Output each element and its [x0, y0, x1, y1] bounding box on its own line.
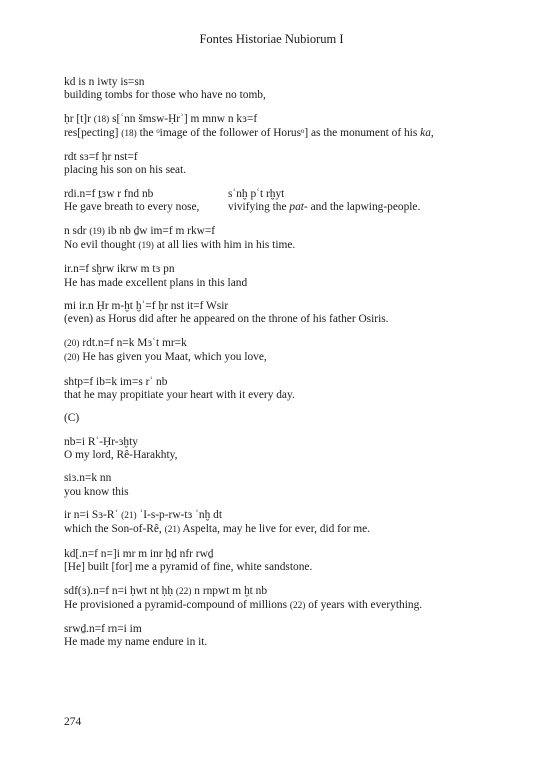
translation-line: placing his son on his seat. [64, 164, 187, 177]
translation-line: which the Son-of-Rê, (21) Aspelta, may he live for ever, did for me. [64, 523, 371, 536]
text-block [64, 436, 504, 462]
line-number: (22) [289, 600, 306, 611]
translation-line: res[pecting] (18) the ᵒimage of the follower of Horusᵒ] as the monument of his ka, [64, 126, 434, 139]
transliteration-line: ir n=i Sɜ-Rʿ (21) ʾI-s-p-rw-tɜ ʿnḫ dt [64, 509, 223, 522]
transliteration-line: siɜ.n=k nn [64, 472, 112, 485]
line-number: (18) [93, 114, 110, 125]
translation-line: He gave breath to every nose, vivifying the pat- and the lapwing-people. [64, 201, 421, 214]
transliteration-line: n sdr (19) ib nb ḏw im=f m rkw=f [64, 224, 216, 237]
transliteration-line: nb=i Rʿ-Ḥr-ɜḫty [64, 435, 138, 448]
transliteration-line: mi ir.n Ḥr m-ḫt ḫʿ=f ḥr nst it=f Wsir [64, 300, 229, 313]
transliteration-line: ḥr [t]r (18) s[ʿnn šmsw-Ḥrʾ] m mnw n kɜ=f [64, 112, 258, 125]
line-number: (18) [121, 128, 137, 139]
line-number: (21) [164, 525, 181, 536]
transliteration-line: rdt sɜ=f ḥr nst=f [64, 151, 138, 164]
text-block [64, 623, 504, 649]
translation-line: No evil thought (19) at all lies with him in his time. [64, 238, 296, 251]
transliteration-line: rdi.n=f ṯɜw r fnd nb sʿnḫ pʿt rḫyt [64, 188, 285, 201]
text-block [64, 548, 504, 574]
translation-line: He made my name endure in it. [64, 636, 208, 649]
section-label: (C) [64, 412, 80, 425]
transliteration-line: kd is n iwty is=sn [64, 76, 145, 88]
text-block [64, 337, 504, 365]
text-block [64, 151, 504, 177]
text-block [64, 300, 504, 326]
text-block [64, 76, 504, 102]
text-block [64, 509, 504, 537]
translation-line: you know this [64, 485, 129, 498]
line-number: (19) [138, 240, 154, 251]
text-block [64, 585, 504, 613]
line-number: (19) [89, 226, 105, 237]
translation-line: [He] built [for] me a pyramid of fine, white sandstone. [64, 560, 313, 573]
transliteration-line: sdf(ɜ).n=f n=i ḥwt nt ḥḥ (22) n rnpwt m ḫt nb [64, 584, 268, 597]
text-block [64, 225, 504, 253]
transliteration-line: ir.n=f sḫrw ikrw m tɜ pn [64, 263, 175, 276]
running-header: Fontes Historiae Nubiorum I [199, 32, 344, 46]
line-number: (21) [121, 511, 137, 522]
transliteration-line: kd[.n=f n=]i mr m inr ḥḏ nfr rwḏ [64, 547, 214, 560]
translation-line: building tombs for those who have no tomb, [64, 89, 266, 102]
line-number: (20) [64, 352, 80, 363]
line-number: (22) [175, 586, 192, 597]
text-block [64, 113, 504, 141]
transliteration-line: shtp=f ib=k im=s rʿ nb [64, 375, 168, 388]
page-number: 274 [64, 716, 82, 728]
line-number: (20) [64, 338, 80, 349]
translation-line: He provisioned a pyramid-compound of millions (22) of years with everything. [64, 598, 423, 611]
text-block [64, 376, 504, 402]
section-label-block [64, 412, 504, 425]
text-body [64, 76, 504, 660]
transliteration-line: srwḏ.n=f rn=i im [64, 623, 142, 636]
text-block [64, 188, 504, 214]
text-block [64, 263, 504, 289]
text-block [64, 472, 504, 498]
transliteration-line: (20) rdt.n=f n=k Mɜʿt mr=k [64, 336, 187, 349]
translation-line: O my lord, Rê-Harakhty, [64, 448, 178, 461]
translation-line: that he may propitiate your heart with it every day. [64, 388, 295, 401]
translation-line: (20) He has given you Maat, which you love, [64, 350, 267, 363]
translation-line: He has made excellent plans in this land [64, 276, 248, 289]
translation-line: (even) as Horus did after he appeared on the throne of his father Osiris. [64, 313, 389, 326]
